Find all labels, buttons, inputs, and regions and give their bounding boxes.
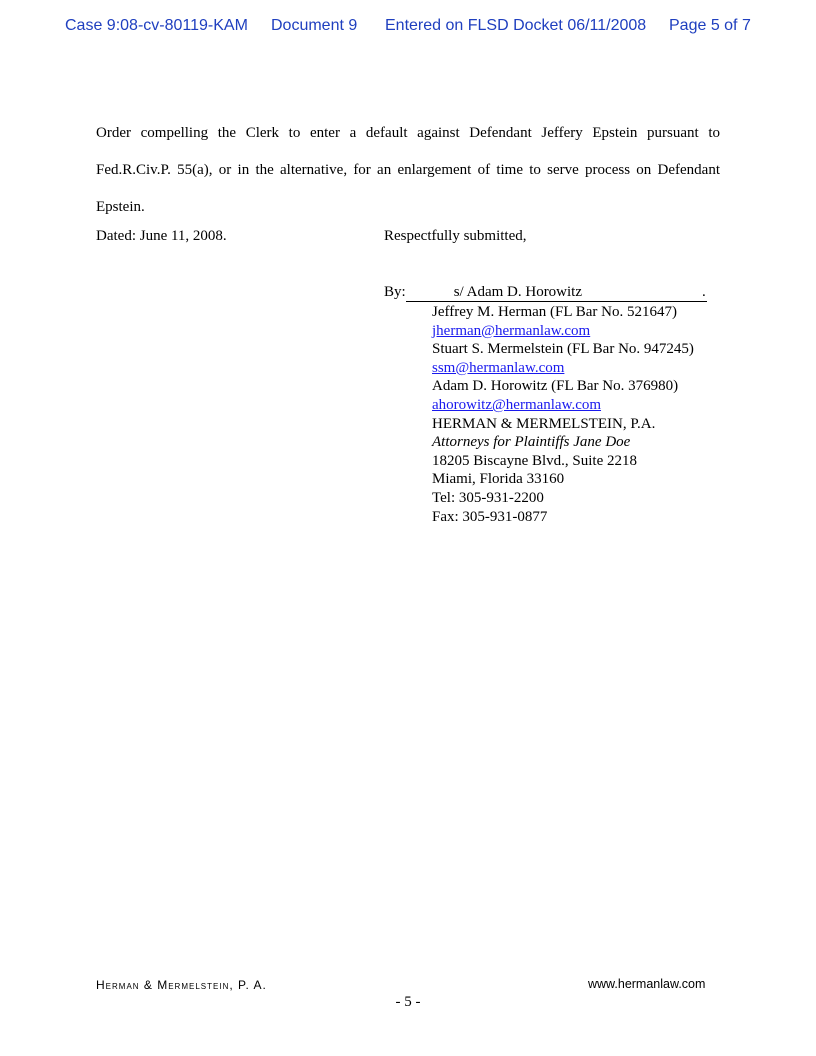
- body-paragraph: [96, 115, 720, 226]
- body-line: Order compelling the Clerk to enter a default against Defendant Jeffery Epstein pursuant to: [96, 125, 720, 141]
- firm-name: HERMAN & MERMELSTEIN, P.A.: [432, 415, 656, 432]
- page-count: Page 5 of 7: [669, 17, 751, 34]
- page-number: - 5 -: [395, 994, 421, 1010]
- email-link[interactable]: ssm@hermanlaw.com: [432, 359, 565, 376]
- case-number: Case 9:08-cv-80119-KAM: [65, 17, 248, 34]
- closing-line: Respectfully submitted,: [384, 228, 527, 244]
- document-number: Document 9: [271, 17, 358, 34]
- telephone: Tel: 305-931-2200: [432, 489, 544, 506]
- email-link[interactable]: ahorowitz@hermanlaw.com: [432, 396, 602, 413]
- attorney-name: Jeffrey M. Herman (FL Bar No. 521647): [432, 304, 677, 320]
- email-link[interactable]: jherman@hermanlaw.com: [432, 322, 591, 339]
- address-line: Miami, Florida 33160: [432, 471, 565, 488]
- attorney-name: Adam D. Horowitz (FL Bar No. 376980): [432, 378, 679, 395]
- body-line: Fed.R.Civ.P. 55(a), or in the alternative, for an enlargement of time to serve process on Defendant: [96, 162, 720, 178]
- signature-period: .: [701, 284, 706, 300]
- attorney-role: Attorneys for Plaintiffs Jane Doe: [432, 434, 631, 451]
- fax: Fax: 305-931-0877: [432, 508, 548, 525]
- footer-firm-name: Herman & Mermelstein, P. A.: [96, 978, 267, 992]
- signature-underline: [406, 284, 707, 302]
- footer-website: www.hermanlaw.com: [588, 977, 706, 991]
- attorney-name: Stuart S. Mermelstein (FL Bar No. 947245): [432, 341, 694, 358]
- docket-entry-date: Entered on FLSD Docket 06/11/2008: [385, 17, 647, 34]
- by-label: By:: [384, 284, 406, 300]
- electronic-signature: s/ Adam D. Horowitz: [453, 284, 583, 300]
- signature-line: [384, 284, 707, 302]
- attorney-signature-block: [432, 303, 694, 526]
- address-line: 18205 Biscayne Blvd., Suite 2218: [432, 452, 637, 469]
- date-line: Dated: June 11, 2008.: [96, 228, 227, 244]
- body-line: Epstein.: [96, 199, 145, 215]
